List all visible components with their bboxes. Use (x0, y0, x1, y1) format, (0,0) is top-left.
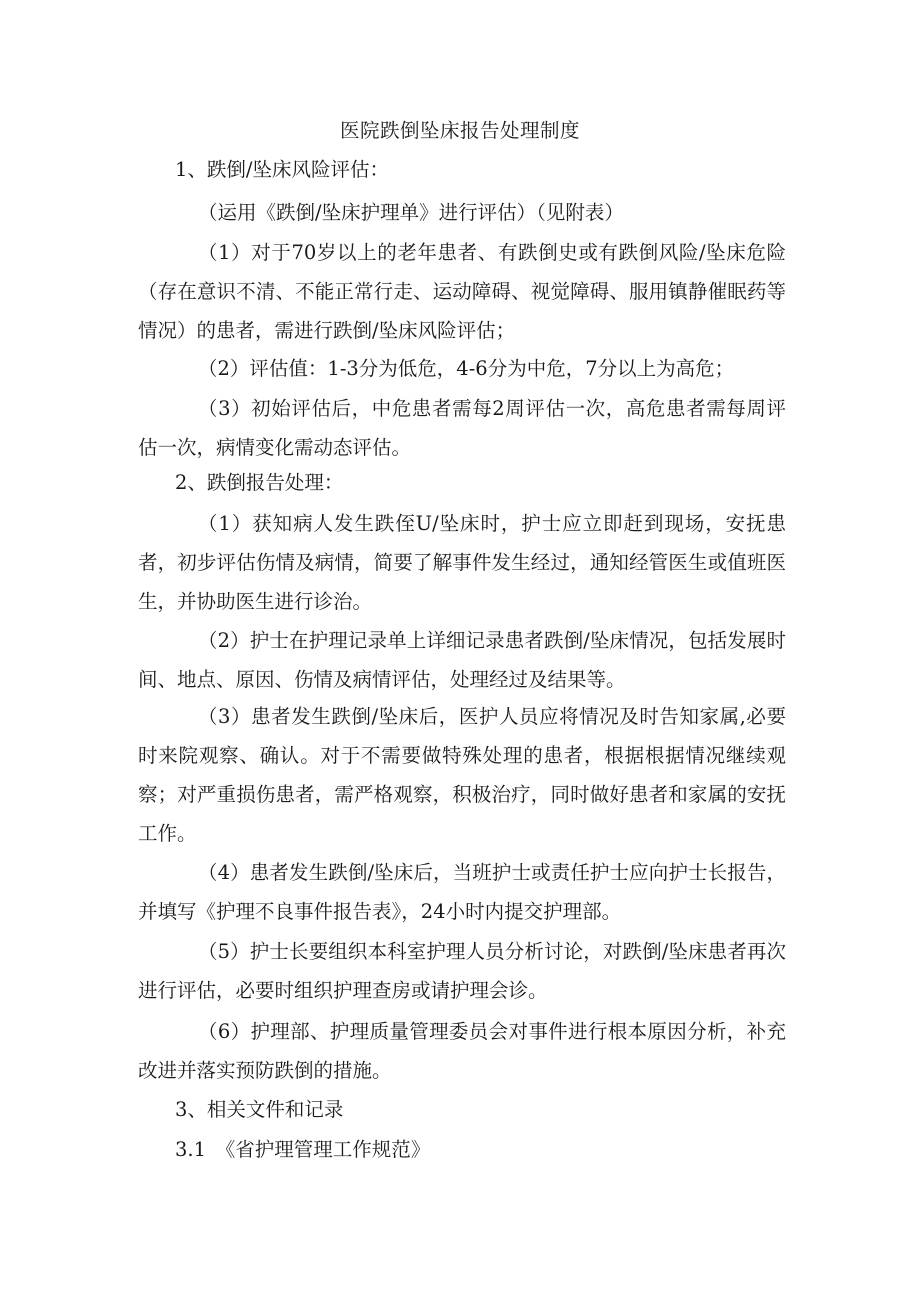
report-item-4: （4）患者发生跌倒/坠床后，当班护士或责任护士应向护士长报告，并填写《护理不良事件报告表》，24小时内提交护理部。 (138, 861, 786, 923)
assessment-item-3: （3）初始评估后，中危患者需每2周评估一次，高危患者需每周评估一次，病情变化需动态评估。 (138, 397, 786, 459)
report-item-1: （1）获知病人发生跌侄U/坠床时，护士应立即赶到现场，安抚患者，初步评估伤情及病情，简要了解事件发生经过，通知经管医生或值班医生，并协助医生进行诊治。 (138, 512, 786, 613)
assessment-note: （运用《跌倒/坠床护理单》进行评估）（见附表） (198, 201, 624, 224)
report-item-3: （3）患者发生跌倒/坠床后，医护人员应将情况及时告知家属,必要时来院观察、确认。对于不需要做特殊处理的患者，根据根据情况继续观察；对严重损伤患者，需严格观察，积极治疗，同时做好患者和家属的安抚工作。 (138, 705, 786, 845)
assessment-item-1: （1）对于70岁以上的老年患者、有跌倒史或有跌倒风险/坠床危险（存在意识不清、不能正常行走、运动障碍、视觉障碍、服用镇静催眠药等情况）的患者，需进行跌倒/坠床风险评估； (138, 241, 786, 342)
related-doc-3-1: 3.1 《省护理管理工作规范》 (175, 1138, 431, 1161)
section-heading-related-docs: 3、相关文件和记录 (175, 1098, 344, 1121)
report-item-2: （2）护士在护理记录单上详细记录患者跌倒/坠床情况，包括发展时间、地点、原因、伤情及病情评估，处理经过及结果等。 (138, 629, 786, 691)
report-item-6: （6）护理部、护理质量管理委员会对事件进行根本原因分析，补充改进并落实预防跌倒的措施。 (138, 1020, 786, 1082)
document-title: 医院跌倒坠床报告处理制度 (339, 119, 580, 142)
section-heading-fall-risk-assessment: 1、跌倒/坠床风险评估： (175, 158, 389, 181)
report-item-5: （5）护士长要组织本科室护理人员分析讨论，对跌倒/坠床患者再次进行评估，必要时组织护理查房或请护理会诊。 (138, 940, 786, 1002)
section-heading-fall-report: 2、跌倒报告处理： (175, 471, 344, 494)
assessment-item-2: （2）评估值：1-3分为低危，4-6分为中危，7分以上为高危； (198, 357, 735, 380)
